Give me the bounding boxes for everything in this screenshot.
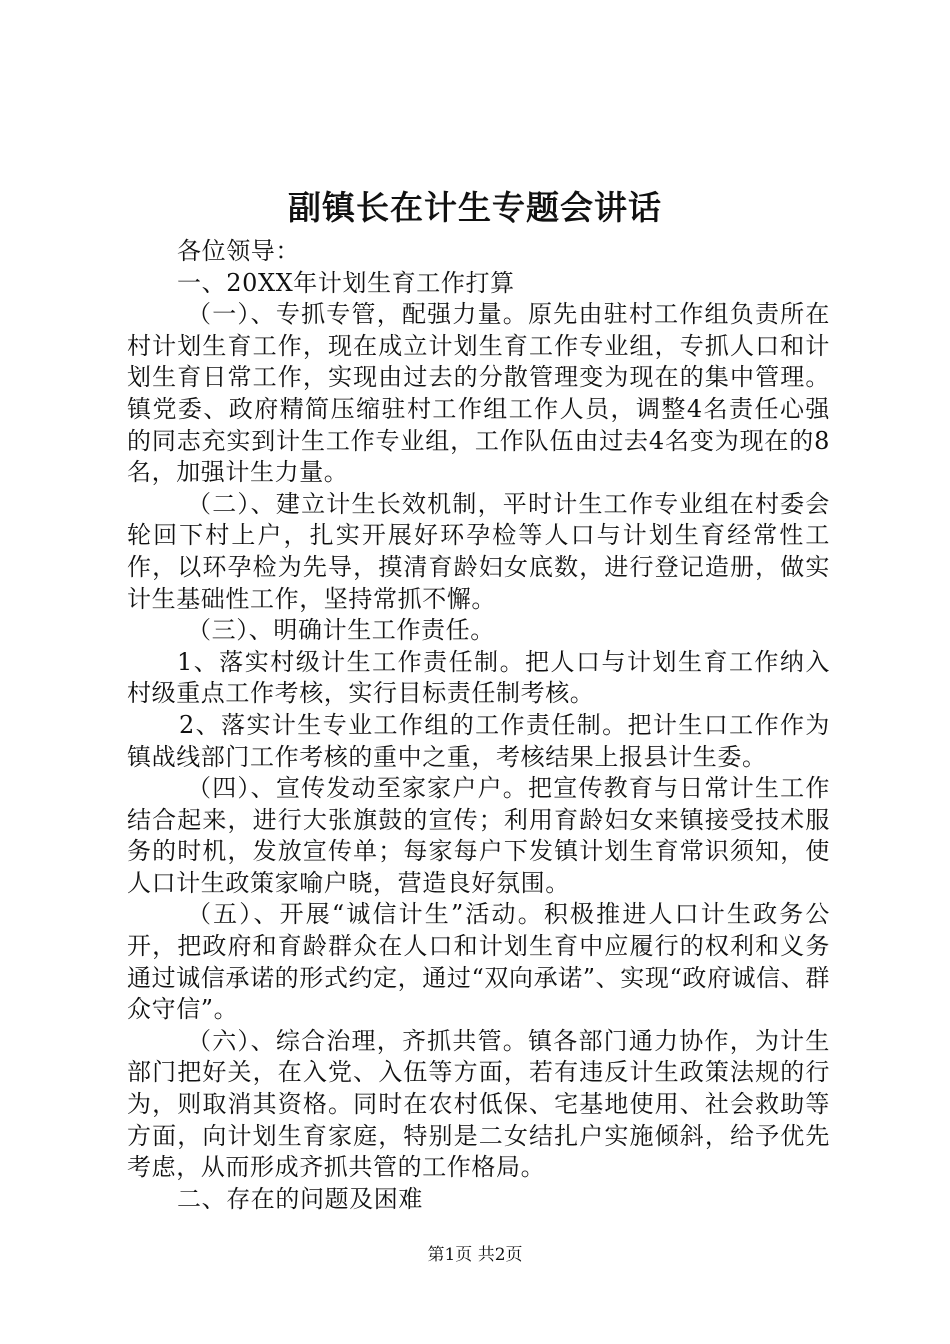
document-title: 副镇长在计生专题会讲话 bbox=[288, 188, 662, 227]
greeting: 各位领导： bbox=[177, 237, 300, 265]
paragraph-6: （四）、宣传发动至家家户户。把宣传教育与日常计生工作结合起来，进行大张旗鼓的宣传；利用育龄妇女来镇接受技术服务的时机，发放宣传单；每家每户下发镇计划生育常识须知，使人口计生政策家喻户晓，营造良好氛围。 bbox=[127, 774, 830, 897]
paragraph-1: （一）、专抓专管，配强力量。原先由驻村工作组负责所在村计划生育工作，现在成立计划生育工作专业组，专抓人口和计划生育日常工作，实现由过去的分散管理变为现在的集中管理。镇党委、政府精简压缩驻村工作组工作人员，调整4名责任心强的同志充实到计生工作专业组，工作队伍由过去4名变为现在的8名，加强计生力量。 bbox=[127, 300, 830, 487]
paragraph-3: （三）、明确计生工作责任。 bbox=[187, 616, 495, 645]
document-body bbox=[127, 236, 830, 1215]
paragraph-5: 2、落实计生专业工作组的工作责任制。把计生口工作作为镇战线部门工作考核的重中之重，考核结果上报县计生委。 bbox=[127, 710, 830, 771]
paragraph-4: 1、落实村级计生工作责任制。把人口与计划生育工作纳入村级重点工作考核，实行目标责任制考核。 bbox=[127, 647, 830, 708]
section-heading-problems: 二、存在的问题及困难 bbox=[177, 1184, 423, 1213]
paragraph-8: （六）、综合治理，齐抓共管。镇各部门通力协作，为计生部门把好关，在入党、入伍等方面，若有违反计生政策法规的行为，则取消其资格。同时在农村低保、宅基地使用、社会救助等方面，向计划生育家庭，特别是二女结扎户实施倾斜，给予优先考虑，从而形成齐抓共管的工作格局。 bbox=[127, 1026, 830, 1182]
paragraph-7: （五）、开展“诚信计生”活动。积极推进人口计生政务公开，把政府和育龄群众在人口和计划生育中应履行的权利和义务通过诚信承诺的形式约定，通过“双向承诺”、实现“政府诚信、群众守信”。 bbox=[127, 900, 830, 1024]
page-number: 第1页 共2页 bbox=[427, 1245, 523, 1265]
paragraph-2: （二）、建立计生长效机制，平时计生工作专业组在村委会轮回下村上户，扎实开展好环孕检等人口与计划生育经常性工作，以环孕检为先导，摸清育龄妇女底数，进行登记造册，做实计生基础性工作，坚持常抓不懈。 bbox=[127, 489, 830, 613]
section-heading-plan: 一、20XX年计划生育工作打算 bbox=[177, 268, 515, 297]
